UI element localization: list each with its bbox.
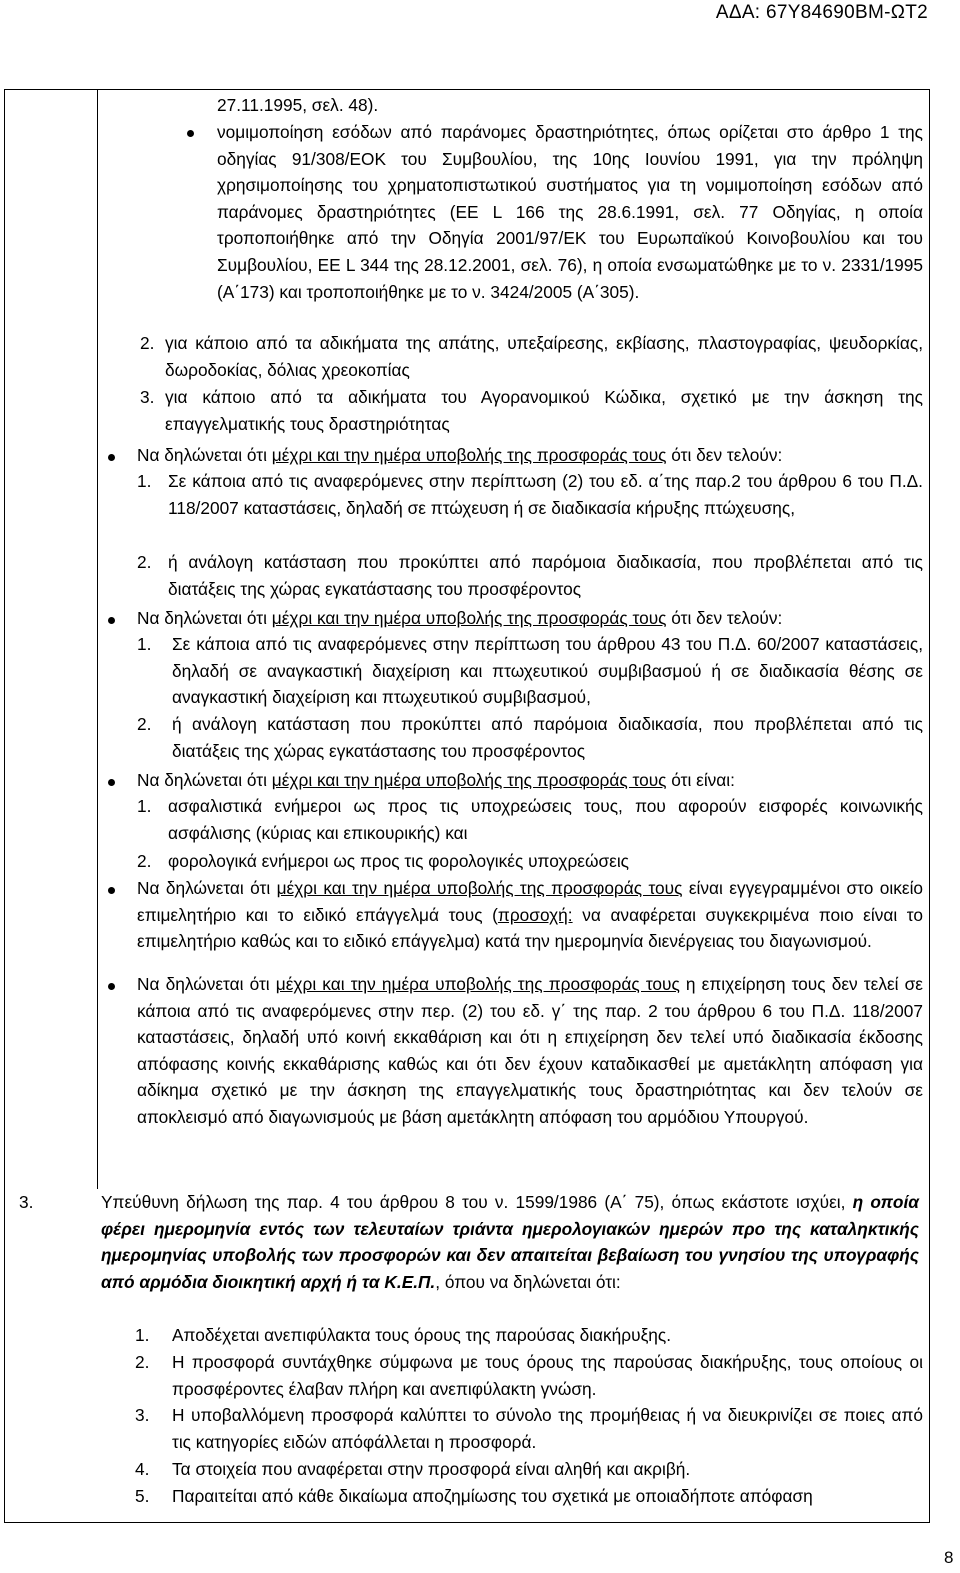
declaration-lead: Να δηλώνεται ότι μέχρι και την ημέρα υποβολής της προσφοράς τους ότι δεν τελούν:: [137, 608, 783, 628]
column-divider: [97, 90, 98, 1189]
list-number: 2.: [135, 1352, 150, 1372]
list-number: 2.: [137, 552, 152, 572]
solemn-declaration-text: Υπεύθυνη δήλωση της παρ. 4 του άρθρου 8 του ν. 1599/1986 (Α΄ 75), όπως εκάστοτε ισχύει, η οποία φέρει ημερομηνία εντός των τελευταίων τριάντα ημερολογιακών ημερών προ της καταληκτικής ημερομηνίας υποβολής των προσφορών και δεν απαιτείται βεβαίωση του γνησίου της υπογραφής από αρμόδια διοικητική αρχή ή τα Κ.Ε.Π., όπου να δηλώνεται ότι:: [101, 1192, 919, 1292]
list-text: Σε κάποια από τις αναφερόμενες στην περίπτωση (2) του εδ. α΄της παρ.2 του άρθρου 6 του Π.Δ. 118/2007 καταστάσεις, δηλαδή σε πτώχευση ή σε διαδικασία κήρυξης πτώχευσης,: [168, 471, 923, 518]
list-text: Τα στοιχεία που αναφέρεται στην προσφορά είναι αληθή και ακριβή.: [172, 1459, 691, 1479]
list-number: 1.: [135, 1325, 150, 1345]
list-text: ή ανάλογη κατάσταση που προκύπτει από παρόμοια διαδικασία, που προβλέπεται από τις διατάξεις της χώρας εγκατάστασης του προσφέροντος: [168, 552, 923, 599]
page-number: 8: [944, 1548, 954, 1567]
list-number: 1.: [137, 634, 152, 654]
bullet-text-money-laundering: νομιμοποίηση εσόδων από παράνομες δραστηριότητες, όπως ορίζεται στο άρθρο 1 της οδηγίας 91/308/ΕΟΚ του Συμβουλίου, της 10ης Ιουνίου 1991, για την πρόληψη χρησιμοποίησης του χρηματοπιστωτικού συστήματος για τη νομιμοποίηση εσόδων από παράνομες δραστηριότητες (ΕΕ L 166 της 28.6.1991, σελ. 77 Οδηγίας, η οποία τροποποιήθηκε από την Οδηγία 2001/97/ΕΚ του Ευρωπαϊκού Κοινοβουλίου και του Συμβουλίου, ΕΕ L 344 της 28.12.2001, σελ. 76), η οποία ενσωματώθηκε με το ν. 2331/1995 (Α΄173) και τροποποιήθηκε με το ν. 3424/2005 (Α΄305).: [217, 122, 923, 302]
chamber-registration-text: Να δηλώνεται ότι μέχρι και την ημέρα υποβολής της προσφοράς τους είναι εγγεγραμμένοι στο οικείο επιμελητήριο και το ειδικό επάγγελμά τους (προσοχή: να αναφέρεται συγκεκριμένα ποιο είναι το επιμελητήριο καθώς και το ειδικό επάγγελμα) κατά την ημερομηνία διενέργειας του διαγωνισμού.: [137, 878, 924, 952]
bullet-icon: [108, 454, 115, 461]
declaration-lead: Να δηλώνεται ότι μέχρι και την ημέρα υποβολής της προσφοράς τους ότι δεν τελούν:: [137, 445, 783, 465]
list-number: 3.: [135, 1405, 150, 1425]
bullet-icon: [108, 983, 115, 990]
list-number: 2.: [137, 851, 152, 871]
list-text: Σε κάποια από τις αναφερόμενες στην περίπτωση του άρθρου 43 του Π.Δ. 60/2007 καταστάσεις, δηλαδή σε αναγκαστική διαχείριση και πτωχευτικού συμβιβασμού ή σε διαδικασία θέσης σε αναγκαστική διαχείριση και πτωχευτικού συμβιβασμού,: [172, 634, 923, 708]
section-number: 3.: [19, 1192, 34, 1212]
list-text: Αποδέχεται ανεπιφύλακτα τους όρους της παρούσας διακήρυξης.: [172, 1325, 672, 1345]
continuation-line: 27.11.1995, σελ. 48).: [217, 95, 379, 115]
document-table: [4, 89, 930, 1523]
declaration-lead: Να δηλώνεται ότι μέχρι και την ημέρα υποβολής της προσφοράς τους ότι είναι:: [137, 770, 735, 790]
list-text: Η προσφορά συντάχθηκε σύμφωνα με τους όρους της παρούσας διακήρυξης, τους οποίους οι προσφέροντες έλαβαν πλήρη και ανεπιφύλακτη γνώση.: [172, 1352, 923, 1399]
list-text: ασφαλιστικά ενήμεροι ως προς τις υποχρεώσεις τους, που αφορούν εισφορές κοινωνικής ασφάλισης (κύριας και επικουρικής) και: [168, 796, 923, 843]
list-text: Η υποβαλλόμενη προσφορά καλύπτει το σύνολο της προμήθειας ή να διευκρινίζει σε ποιες από τις κατηγορίες ειδών απόφάλλεται η προσφορά.: [172, 1405, 923, 1452]
bullet-icon: [108, 887, 115, 894]
list-number: 1.: [137, 796, 152, 816]
bullet-icon: [108, 617, 115, 624]
list-number: 4.: [135, 1459, 150, 1479]
list-number: 2.: [137, 714, 152, 734]
bullet-icon: [187, 130, 194, 137]
list-number: 5.: [135, 1486, 150, 1506]
ada-code: ΑΔΑ: 67Υ84690ΒΜ-ΩΤ2: [715, 2, 928, 23]
list-number: 3.: [140, 387, 155, 407]
list-text: φορολογικά ενήμεροι ως προς τις φορολογικές υποχρεώσεις: [168, 851, 630, 871]
list-number: 2.: [140, 333, 155, 353]
list-text: Παραιτείται από κάθε δικαίωμα αποζημίωσης του σχετικά με οποιαδήποτε απόφαση: [172, 1486, 813, 1506]
list-text: για κάποιο από τα αδικήματα του Αγορανομικού Κώδικα, σχετικό με την άσκηση της επαγγελματικής τους δραστηριότητας: [165, 387, 923, 434]
liquidation-declaration-text: Να δηλώνεται ότι μέχρι και την ημέρα υποβολής της προσφοράς τους η επιχείρηση τους δεν τελεί σε κάποια από τις αναφερόμενες στην περ. (2) του εδ. γ΄ της παρ. 2 του άρθρου 6 του Π.Δ. 118/2007 καταστάσεις, δηλαδή υπό κοινή εκκαθάριση και ότι η επιχείρηση δεν τελεί υπό διαδικασία έκδοσης απόφασης κοινής εκκαθάρισης καθώς και ότι δεν έχουν καταδικασθεί με αμετάκλητη απόφαση για αδίκημα σχετικό με την άσκηση της επαγγελματικής τους δραστηριότητας και δεν τελούν σε αποκλεισμό από διαγωνισμούς με βάση αμετάκλητη απόφαση του αρμόδιου Υπουργού.: [137, 974, 924, 1127]
bullet-icon: [108, 779, 115, 786]
list-text: για κάποιο από τα αδικήματα της απάτης, υπεξαίρεσης, εκβίασης, πλαστογραφίας, ψευδορκίας, δωροδοκίας, δόλιας χρεοκοπίας: [165, 333, 923, 380]
list-text: ή ανάλογη κατάσταση που προκύπτει από παρόμοια διαδικασία, που προβλέπεται από τις διατάξεις της χώρας εγκατάστασης του προσφέροντος: [172, 714, 923, 761]
list-number: 1.: [137, 471, 152, 491]
